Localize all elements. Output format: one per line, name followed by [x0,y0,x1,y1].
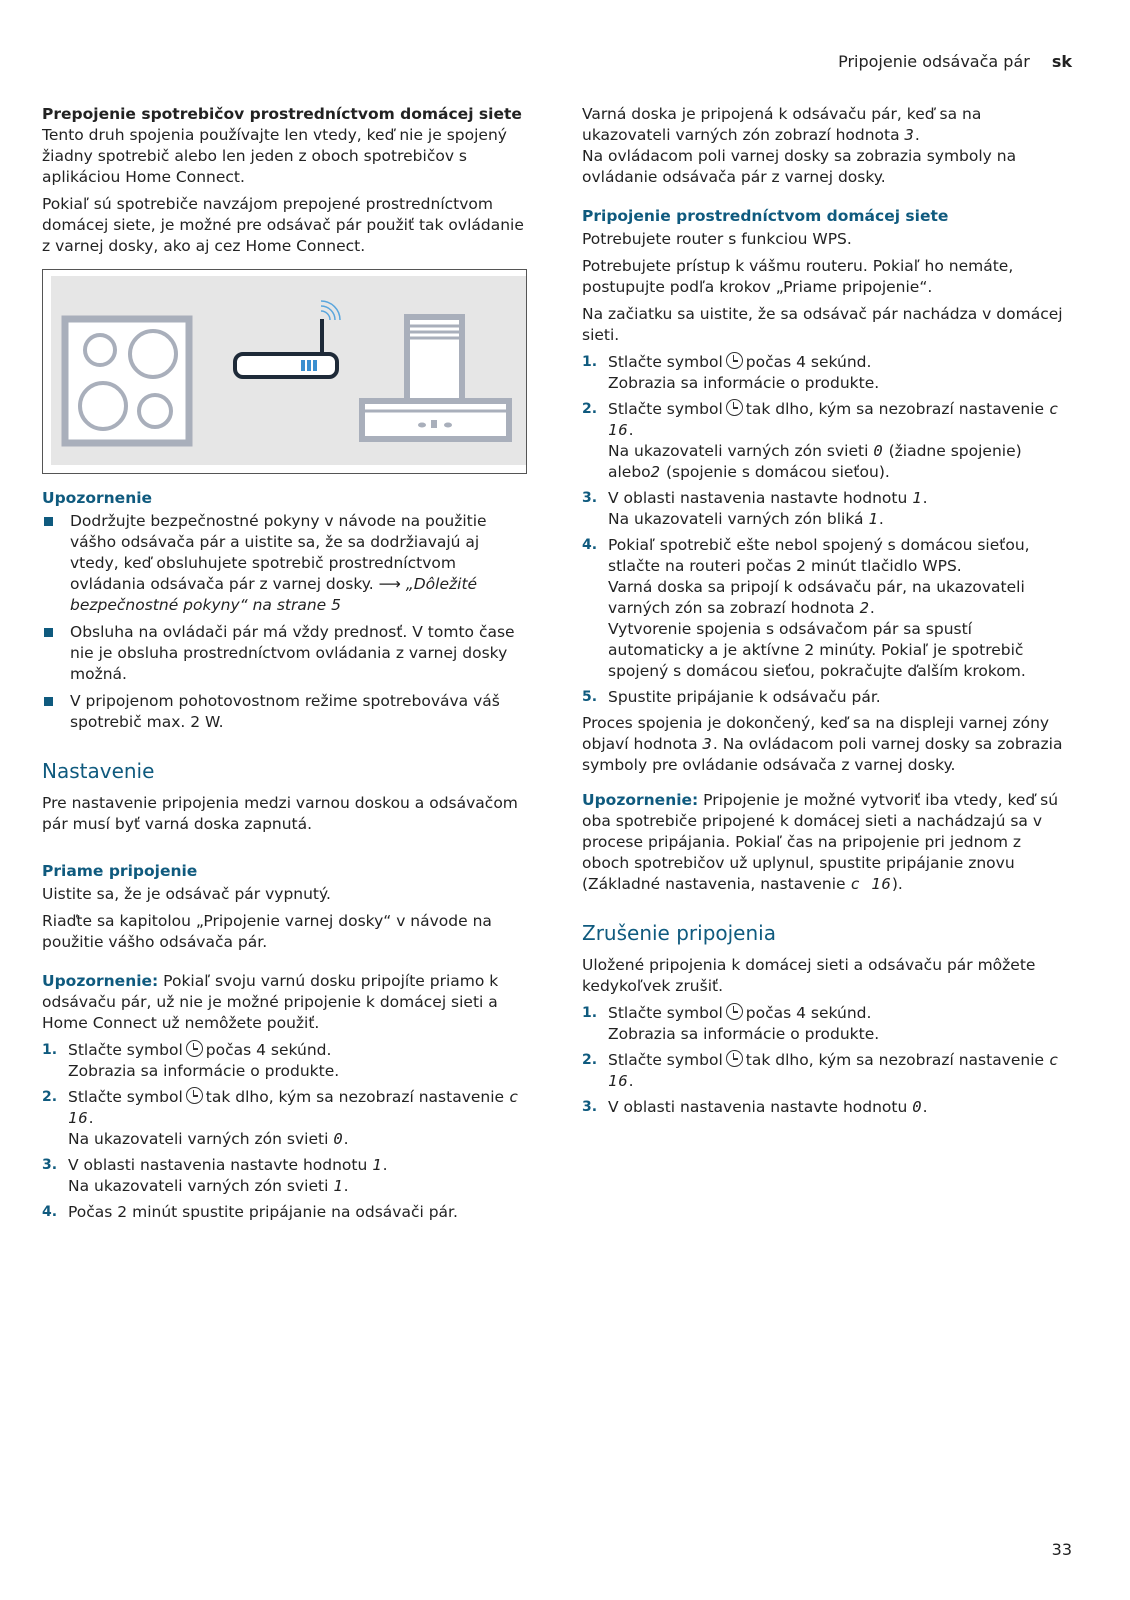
segment-display: 1 [912,489,923,507]
network-note: Upozornenie: Pripojenie je možné vytvoriť iba vtedy, keď sú oba spotrebiče pripojené k domácej sieti a nachádzajú sa v procese pripájania. Pokiaľ čas na pripojenie pri jednom z oboch spotrebičov už uplynul, spustite pripájanie znovu (Základné nastavenia, nastavenie c 16). [582,791,1059,893]
segment-display: 0 [873,442,884,460]
step-item: 5. Spustite pripájanie k odsávaču pár. [582,688,881,706]
direct-note: Upozornenie: Pokiaľ svoju varnú dosku pripojíte priamo k odsávaču pár, už nie je možné pripojenie k domácej sieti a Home Connect už nemôžete použiť. [42,972,499,1032]
intro-paragraph-1: Tento druh spojenia používajte len vtedy, keď nie je spojený žiadny spotrebič alebo len jeden z oboch spotrebičov s aplikáciou Home Connect. [42,126,507,186]
cancel-steps [582,1003,1067,1118]
step-item: 2. Stlačte symbol tak dlho, kým sa nezobrazí nastavenie c 16. Na ukazovateli varných zón svieti 0 (žiadne spojenie) alebo2 (spojenie s domácou sieťou). [582,400,1060,481]
segment-display: 3 [904,126,915,144]
cancel-connection-heading: Zrušenie pripojenia [582,921,776,945]
safety-instructions-link[interactable]: „Dôležité bezpečnostné pokyny“ na strane 5 [70,575,478,614]
clock-icon [186,1087,203,1104]
cooktop-icon [65,319,189,443]
notice-item: V pripojenom pohotovostnom režime spotrebováva váš spotrebič max. 2 W. [42,691,527,733]
direct-connection-heading: Priame pripojenie [42,862,198,880]
segment-display: 1 [333,1177,344,1195]
running-header [838,52,1072,71]
direct-paragraph-1: Uistite sa, že je odsávač pár vypnutý. [42,885,331,903]
intro-title: Prepojenie spotrebičov prostredníctvom domácej siete [42,105,522,123]
step-item: 4. Počas 2 minút spustite pripájanie na odsávači pár. [42,1203,458,1221]
clock-icon [726,399,743,416]
segment-display: 0 [333,1130,344,1148]
segment-display: 2 [859,599,870,617]
notice-item: Dodržujte bezpečnostné pokyny v návode na použitie vášho odsávača pár a uistite sa, že sa dodržiavajú aj vtedy, keď obsluhujete spotrebič prostredníctvom ovládania odsávača pár z varnej dosky. ⟶ „Dôležité bezpečnostné pokyny“ na strane 5 [42,511,527,616]
segment-display: 0 [912,1098,923,1116]
step-item: 1. Stlačte symbol počas 4 sekúnd. Zobrazia sa informácie o produkte. [582,1004,880,1043]
cooker-hood-icon [362,317,509,439]
network-paragraph-2: Potrebujete prístup k vášmu routeru. Pokiaľ ho nemáte, postupujte podľa krokov „Priame pripojenie“. [582,257,1014,296]
notice-heading: Upozornenie [42,489,153,507]
completion-paragraph: Proces spojenia je dokončený, keď sa na displeji varnej zóny objaví hodnota 3. Na ovládacom poli varnej dosky sa zobrazia symboly pre ovládanie odsávača z varnej dosky. [582,714,1063,774]
right-intro: Varná doska je pripojená k odsávaču pár, keď sa na ukazovateli varných zón zobrazí hodnota 3. Na ovládacom poli varnej dosky sa zobrazia symboly na ovládanie odsávača pár z varnej dosky. [582,105,1017,186]
segment-display: c 16 [68,1088,520,1127]
intro-paragraph-2: Pokiaľ sú spotrebiče navzájom prepojené prostredníctvom domácej siete, je možné pre odsávač pár použiť tak ovládanie z varnej dosky, ako aj cez Home Connect. [42,195,524,255]
step-item: 3. V oblasti nastavenia nastavte hodnotu 0. [582,1098,928,1116]
router-icon [235,301,340,377]
step-item: 3. V oblasti nastavenia nastavte hodnotu 1. Na ukazovateli varných zón bliká 1. [582,489,928,528]
step-item: 1. Stlačte symbol počas 4 sekúnd. Zobrazia sa informácie o produkte. [582,353,880,392]
right-column [582,104,1067,1123]
step-item: 2. Stlačte symbol tak dlho, kým sa nezobrazí nastavenie c 16. [582,1051,1060,1090]
section-title: Pripojenie odsávača pár [838,52,1030,71]
segment-display: c 16 [850,875,892,893]
network-paragraph-1: Potrebujete router s funkciou WPS. [582,230,852,248]
page-number: 33 [1051,1540,1072,1559]
step-item: 2. Stlačte symbol tak dlho, kým sa nezobrazí nastavenie c 16. Na ukazovateli varných zón svieti 0. [42,1088,520,1148]
clock-icon [726,1050,743,1067]
language-code: sk [1051,52,1072,71]
left-column [42,104,527,1228]
segment-display: 3 [702,735,713,753]
step-item: 3. V oblasti nastavenia nastavte hodnotu 1. Na ukazovateli varných zón svieti 1. [42,1156,388,1195]
illustration-svg [43,270,528,473]
network-connection-heading: Pripojenie prostredníctvom domácej siete [582,207,949,225]
connection-illustration [42,269,527,474]
notice-item: Obsluha na ovládači pár má vždy prednosť. V tomto čase nie je obsluha prostredníctvom ovládania z varnej dosky možná. [42,622,527,685]
settings-paragraph: Pre nastavenie pripojenia medzi varnou doskou a odsávačom pár musí byť varná doska zapnutá. [42,794,518,833]
clock-icon [726,1003,743,1020]
segment-display: c 16 [608,1051,1060,1090]
step-item: 1. Stlačte symbol počas 4 sekúnd. Zobrazia sa informácie o produkte. [42,1041,340,1080]
network-steps [582,352,1067,708]
segment-display: 2 [650,463,662,481]
segment-display: 1 [868,510,879,528]
settings-heading: Nastavenie [42,759,155,783]
segment-display: c 16 [608,400,1060,439]
notice-list [42,511,527,733]
direct-steps [42,1040,527,1223]
network-paragraph-3: Na začiatku sa uistite, že sa odsávač pár nachádza v domácej sieti. [582,305,1063,344]
direct-paragraph-2: Riaďte sa kapitolou „Pripojenie varnej dosky“ v návode na použitie vášho odsávača pár. [42,912,492,951]
segment-display: 1 [372,1156,383,1174]
cancel-paragraph: Uložené pripojenia k domácej sieti a odsávaču pár môžete kedykoľvek zrušiť. [582,956,1036,995]
step-item: 4. Pokiaľ spotrebič ešte nebol spojený s domácou sieťou, stlačte na routeri počas 2 minút tlačidlo WPS. Varná doska sa pripojí k odsávaču pár, na ukazovateli varných zón sa zobrazí hodnota 2. Vytvorenie spojenia s odsávačom pár sa spustí automaticky a je aktívne 2 minúty. Pokiaľ je spotrebič spojený s domácou sieťou, pokračujte ďalším krokom. [582,536,1030,680]
clock-icon [186,1040,203,1057]
clock-icon [726,352,743,369]
